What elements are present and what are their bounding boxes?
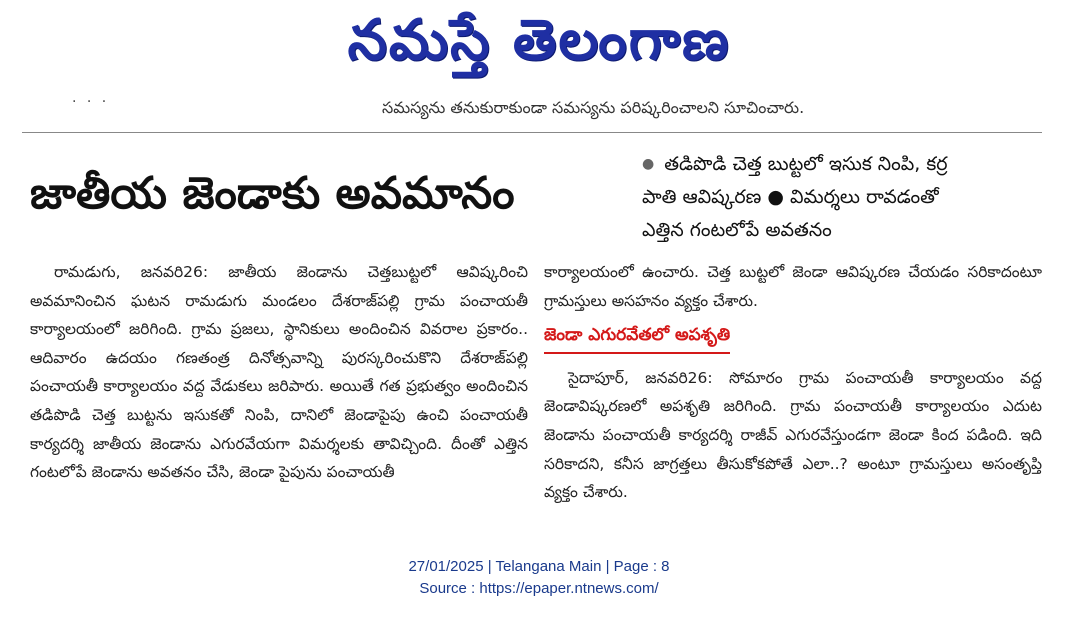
newspaper-logo: నమస్తే తెలంగాణ: [347, 8, 731, 73]
newspaper-clipping: [22, 92, 1042, 520]
strip-fragment: · · ·: [72, 94, 110, 110]
article-column-right: [544, 258, 1042, 507]
body-paragraph: రామడుగు, జనవరి26: జాతీయ జెండాను చెత్తబుట్టలో ఆవిష్కరించి అవమానించిన ఘటన రామడుగు మండలం దేశరాజ్‌పల్లి గ్రామ పంచాయతీ కార్యాలయంలో జరిగింది. గ్రామ ప్రజలు, స్థానికులు అందించిన వివరాల ప్రకారం.. ఆదివారం ఉదయం గణతంత్ర దినోత్సవాన్ని పురస్కరించుకొని దేశరాజ్‌పల్లి పంచాయతీ కార్యాలయం వద్ద వేడుకలు జరిపారు. అయితే గత ప్రభుత్వం అందించిన తడిపొడి చెత్త బుట్టను ఇసుకతో నింపి, దానిలో జెండాపైపు ఉంచి పంచాయతీ కార్యదర్శి జాతీయ జెండాను ఎగురవేయగా విమర్శలకు తావిచ్చింది. దీంతో ఎత్తిన గంటలోపే జెండాను అవతనం చేసి, జెండా పైపును పంచాయతీ: [30, 263, 528, 482]
deck-line: ● తడిపొడి చెత్త బుట్టలో ఇసుక నింపి, కర్ర: [642, 153, 948, 175]
article-column-left: [30, 258, 528, 487]
previous-article-strip: [22, 92, 1042, 132]
article-headline: జాతీయ జెండాకు అవమానం: [30, 168, 515, 219]
body-paragraph: సైదాపూర్, జనవరి26: సోమారం గ్రామ పంచాయతీ కార్యాలయం వద్ద జెండావిష్కరణలో అపశృతి జరిగింది. గ్రామ పంచాయతీ కార్యాలయం ఎదుట జెండాను పంచాయతీ కార్యదర్శి రాజీవ్ ఎగురవేస్తుండగా జెండా కింద పడింది. ఇది సరికాదని, కనీస జాగ్రత్తలు తీసుకోకపోతే ఎలా..? అంటూ గ్రామస్తులు అసంతృప్తి వ్యక్తం చేశారు.: [544, 368, 1042, 502]
deck-line: పాతి ఆవిష్కరణ ● విమర్శలు రావడంతో: [642, 186, 939, 208]
footer-date-page: 27/01/2025 | Telangana Main | Page : 8: [408, 558, 670, 575]
divider-rule: [22, 132, 1042, 133]
strip-text: సమస్యను తనుకురాకుండా సమస్యను పరిష్కరించాలని సూచించారు.: [382, 98, 805, 117]
footer-source: Source : https://epaper.ntnews.com/: [419, 580, 659, 597]
body-paragraph-continued: కార్యాలయంలో ఉంచారు. చెత్త బుట్టలో జెండా ఆవిష్కరణ చేయడం సరికాదంటూ గ్రామస్తులు అసహనం వ్యక్తం చేశారు.: [544, 263, 1042, 310]
masthead: [0, 0, 1078, 92]
article-subhead: జెండా ఎగురవేతలో అపశృతి: [544, 321, 730, 354]
source-footer: [0, 556, 1078, 600]
bullet-icon: ●: [642, 156, 655, 172]
deck-line: ఎత్తిన గంటలోపే అవతనం: [642, 219, 832, 241]
article-decks: [642, 148, 1042, 247]
